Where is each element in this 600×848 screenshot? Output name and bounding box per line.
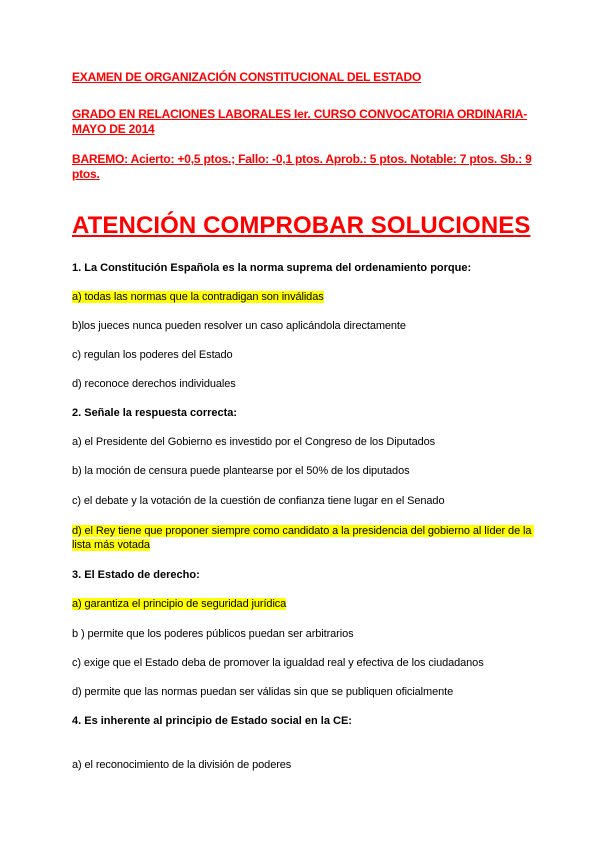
option-text: b ) permite que los poderes públicos puedan ser arbitrarios — [72, 628, 354, 640]
exam-title: EXAMEN DE ORGANIZACIÓN CONSTITUCIONAL DEL ESTADO — [72, 70, 422, 84]
question-title: 3. El Estado de derecho: — [72, 569, 200, 581]
answer-option — [72, 685, 532, 699]
option-text: c) el debate y la votación de la cuestión de confianza tiene lugar en el Senado — [72, 495, 445, 507]
question-title: 1. La Constitución Española es la norma suprema del ordenamiento porque: — [72, 262, 472, 274]
answer-option — [72, 494, 532, 508]
answer-option-correct — [72, 290, 532, 304]
option-text: b) la moción de censura puede plantearse por el 50% de los diputados — [72, 465, 410, 477]
solutions-notice: ATENCIÓN COMPROBAR SOLUCIONES — [72, 212, 531, 239]
exam-grading-scale: BAREMO: Acierto: +0,5 ptos.; Fallo: -0,1 ptos. Aprob.: 5 ptos. Notable: 7 ptos. Sb.: 9 ptos. — [72, 152, 532, 181]
option-text: b)los jueces nunca pueden resolver un caso aplicándola directamente — [72, 320, 406, 332]
answer-option — [72, 656, 532, 670]
answer-option — [72, 758, 532, 772]
option-text: d) reconoce derechos individuales — [72, 378, 236, 390]
option-text: a) el Presidente del Gobierno es investido por el Congreso de los Diputados — [72, 436, 436, 448]
answer-option — [72, 319, 532, 333]
option-text: c) regulan los poderes del Estado — [72, 349, 233, 361]
option-text: a) el reconocimiento de la división de poderes — [72, 759, 292, 771]
answer-option — [72, 377, 532, 391]
option-text: a) garantiza el principio de seguridad jurídica — [72, 598, 287, 610]
answer-option — [72, 435, 532, 449]
option-text: d) el Rey tiene que proponer siempre como candidato a la presidencia del gobierno al líder de la lista más votada — [72, 525, 535, 551]
answer-option-correct — [72, 597, 532, 611]
question-title: 4. Es inherente al principio de Estado social en la CE: — [72, 715, 352, 727]
answer-option — [72, 464, 532, 478]
option-text: c) exige que el Estado deba de promover la igualdad real y efectiva de los ciudadanos — [72, 657, 484, 669]
answer-option — [72, 348, 532, 362]
option-text: a) todas las normas que la contradigan son inválidas — [72, 291, 324, 303]
option-text: d) permite que las normas puedan ser válidas sin que se publiquen oficialmente — [72, 686, 454, 698]
answer-option-correct — [72, 524, 535, 552]
exam-course: GRADO EN RELACIONES LABORALES Ier. CURSO CONVOCATORIA ORDINARIA-MAYO DE 2014 — [72, 107, 528, 136]
answer-option — [72, 627, 532, 641]
question-title: 2. Señale la respuesta correcta: — [72, 407, 238, 419]
